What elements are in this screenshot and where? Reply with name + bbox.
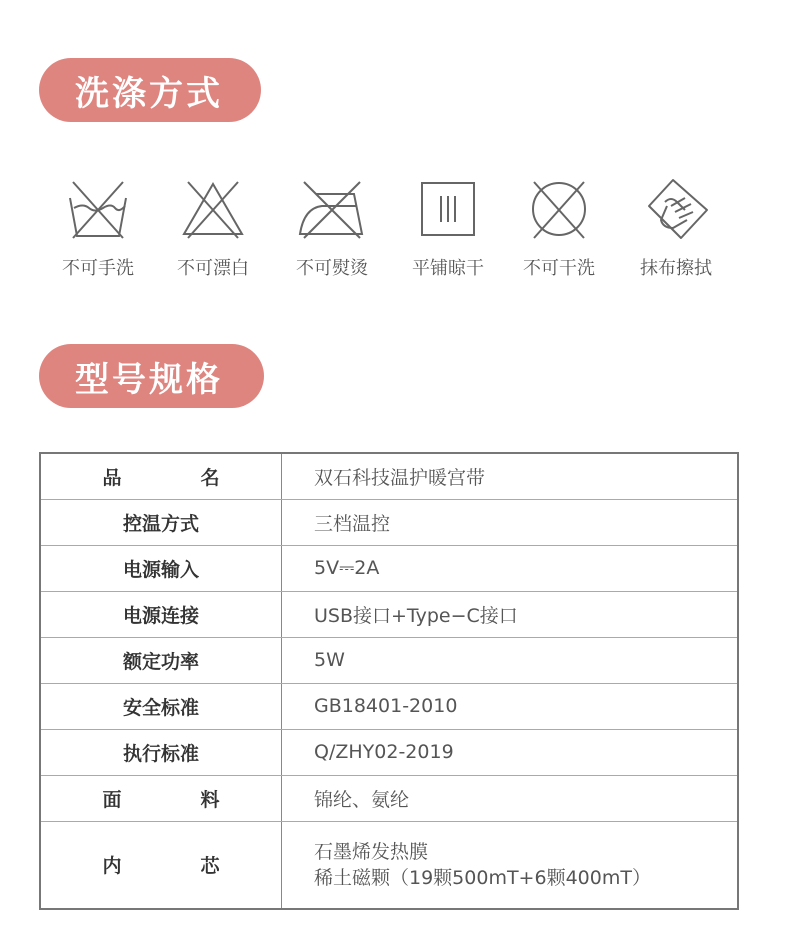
- table-row: [40, 591, 738, 637]
- spec-value: 锦纶、氨纶: [282, 775, 739, 821]
- spec-value: 三档温控: [282, 499, 739, 545]
- care-label: 不可熨烫: [296, 258, 368, 279]
- spec-value: 双石科技温护暖宫带: [282, 453, 739, 499]
- spec-value: 5W: [282, 637, 739, 683]
- spec-key: 执行标准: [40, 729, 282, 775]
- spec-table: [39, 452, 739, 910]
- spec-value: USB接口+Type−C接口: [282, 591, 739, 637]
- care-item-no-hand-wash: [43, 176, 153, 280]
- spec-value: GB18401-2010: [282, 683, 739, 729]
- care-icons-row: [48, 176, 738, 286]
- table-row: [40, 545, 738, 591]
- table-row: [40, 453, 738, 499]
- spec-key: 面 料: [40, 775, 282, 821]
- model-spec-title: [39, 344, 264, 408]
- wipe-clean-icon: [641, 176, 711, 242]
- care-item-dry-flat: [393, 176, 503, 280]
- care-label: 抹布擦拭: [640, 258, 712, 279]
- no-iron-icon: [296, 176, 368, 242]
- spec-value: 5V⎓2A: [282, 545, 739, 591]
- table-row: [40, 499, 738, 545]
- care-label: 不可漂白: [177, 258, 249, 279]
- no-dry-clean-icon: [526, 176, 592, 242]
- table-row: [40, 683, 738, 729]
- spec-value-line: 稀土磁颗（19颗500mT+6颗400mT）: [314, 866, 651, 889]
- spec-key: 控温方式: [40, 499, 282, 545]
- care-label: 平铺晾干: [412, 258, 484, 279]
- no-bleach-icon: [180, 176, 246, 242]
- spec-key: 电源连接: [40, 591, 282, 637]
- care-label: 不可干洗: [523, 258, 595, 279]
- dry-flat-icon: [415, 176, 481, 242]
- care-item-no-bleach: [158, 176, 268, 280]
- model-spec-title-text: 型号规格: [75, 359, 223, 400]
- table-row: [40, 821, 738, 909]
- spec-key: 额定功率: [40, 637, 282, 683]
- spec-key: 电源输入: [40, 545, 282, 591]
- spec-key: 品 名: [40, 453, 282, 499]
- care-item-wipe-clean: [621, 176, 731, 280]
- care-item-no-iron: [277, 176, 387, 280]
- no-hand-wash-icon: [65, 176, 131, 242]
- spec-value: [282, 821, 739, 909]
- washing-method-title: [39, 58, 261, 122]
- table-row: [40, 729, 738, 775]
- care-item-no-dry-clean: [504, 176, 614, 280]
- table-row: [40, 637, 738, 683]
- spec-key: 内 芯: [40, 821, 282, 909]
- care-label: 不可手洗: [62, 258, 134, 279]
- washing-method-title-text: 洗涤方式: [75, 73, 223, 114]
- table-row: [40, 775, 738, 821]
- spec-value: Q/ZHY02-2019: [282, 729, 739, 775]
- spec-value-line: 石墨烯发热膜: [314, 840, 429, 863]
- spec-key: 安全标准: [40, 683, 282, 729]
